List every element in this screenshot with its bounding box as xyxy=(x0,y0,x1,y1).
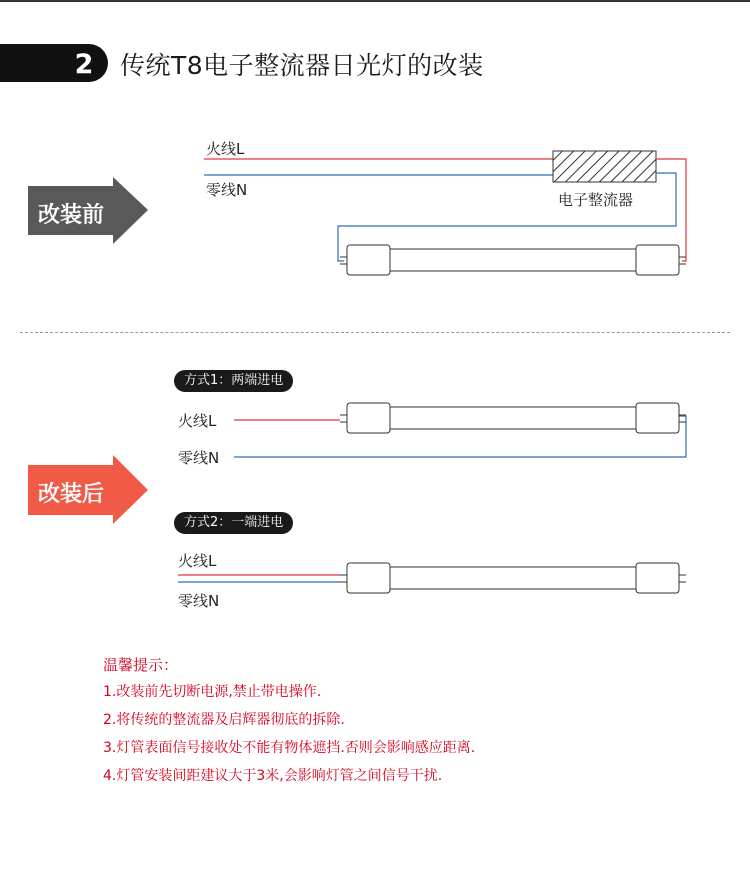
m2-live-label: 火线L xyxy=(178,552,217,570)
ballast-box xyxy=(553,151,656,182)
m1-neutral-label: 零线N xyxy=(178,449,220,467)
section-number: 2 xyxy=(74,49,94,80)
tip-item: 4.灯管安装间距建议大于3米,会影响灯管之间信号干扰. xyxy=(103,768,443,784)
m2-neutral-label: 零线N xyxy=(178,592,220,610)
before-neutral-label: 零线N xyxy=(206,181,248,199)
section-title: 传统T8电子整流器日光灯的改装 xyxy=(120,51,484,80)
before-label: 改装前 xyxy=(38,203,105,228)
tips-title: 温馨提示： xyxy=(103,656,179,674)
before-tube xyxy=(340,245,686,275)
m2-tube xyxy=(340,563,686,593)
method1-pill: 方式1：两端进电 xyxy=(174,370,293,392)
method2-pill: 方式2：一端进电 xyxy=(174,512,293,534)
before-live-label: 火线L xyxy=(206,140,245,158)
m1-live-label: 火线L xyxy=(178,412,217,430)
ballast-label: 电子整流器 xyxy=(558,191,634,209)
tip-item: 1.改装前先切断电源,禁止带电操作. xyxy=(103,684,322,700)
section-divider xyxy=(20,332,730,333)
tip-item: 2.将传统的整流器及启辉器彻底的拆除. xyxy=(103,712,345,728)
m1-tube xyxy=(340,403,686,433)
tip-item: 3.灯管表面信号接收处不能有物体遮挡.否则会影响感应距离. xyxy=(103,740,476,756)
after-label: 改装后 xyxy=(38,482,105,507)
